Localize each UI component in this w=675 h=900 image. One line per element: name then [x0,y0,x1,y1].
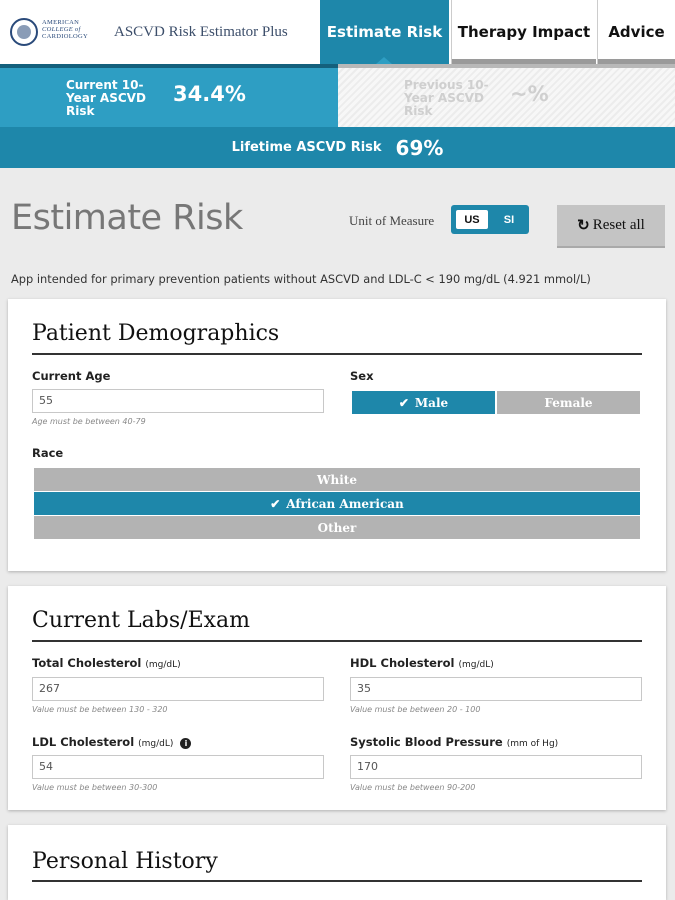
age-input[interactable]: 55 [32,389,324,413]
current-risk-label: Current 10-Year ASCVD Risk [66,78,146,118]
total-cholesterol-hint: Value must be between 130 - 320 [32,705,168,714]
personal-history-card [8,825,666,900]
app-title: ASCVD Risk Estimator Plus [114,24,288,40]
checkmark-icon: ✔ [398,395,409,410]
race-option-other[interactable] [34,516,640,539]
hdl-cholesterol-hint: Value must be between 20 - 100 [350,705,481,714]
section-divider [32,353,642,355]
org-name [42,19,104,40]
lifetime-risk-bar [0,127,675,168]
systolic-bp-input[interactable]: 170 [350,755,642,779]
hdl-cholesterol-label [350,656,494,670]
unit-of-measure-label: Unit of Measure [349,213,435,228]
sex-option-male[interactable] [352,391,495,414]
field-label-text: Systolic Blood Pressure [350,735,503,749]
reset-all-label: Reset all [592,217,645,233]
section-divider [32,880,642,882]
sex-option-label: Male [414,395,449,410]
age-label: Current Age [32,369,111,383]
race-option-white[interactable] [34,468,640,491]
field-unit: (mg/dL) [145,660,181,670]
ldl-cholesterol-input[interactable]: 54 [32,755,324,779]
checkmark-icon: ✔ [270,496,281,511]
unit-toggle[interactable] [451,205,529,234]
unit-us-option[interactable]: US [456,210,488,229]
race-option-label: White [317,472,357,487]
current-risk-panel [0,64,338,127]
section-title: Current Labs/Exam [32,608,251,633]
info-icon[interactable]: i [180,738,191,749]
reset-all-button[interactable] [557,205,665,248]
patient-demographics-card [8,299,666,571]
field-label-text: HDL Cholesterol [350,656,455,670]
field-label-text: Total Cholesterol [32,656,142,670]
field-unit: (mm of Hg) [506,739,559,749]
sex-option-female[interactable] [497,391,640,414]
hdl-cholesterol-input[interactable]: 35 [350,677,642,701]
section-divider [32,640,642,642]
unit-si-option[interactable]: SI [503,213,515,226]
race-option-label: Other [317,520,357,535]
ldl-cholesterol-hint: Value must be between 30-300 [32,783,158,792]
ldl-cholesterol-label [32,735,191,749]
page-title: Estimate Risk [11,198,243,238]
tab-advice[interactable]: Advice [597,0,675,64]
risk-summary-band [0,64,675,127]
field-label-text: LDL Cholesterol [32,735,135,749]
org-line: CARDIOLOGY [42,33,88,40]
age-hint: Age must be between 40-79 [32,417,146,426]
disclaimer-text: App intended for primary prevention patients without ASCVD and LDL-C < 190 mg/dL (4.921 mmol/L) [11,272,591,286]
sex-label: Sex [350,369,374,383]
current-labs-card [8,586,666,810]
race-label: Race [32,446,64,460]
lifetime-risk-label: Lifetime ASCVD Risk [231,140,382,155]
race-option-label: African American [286,496,404,511]
tab-therapy-impact[interactable]: Therapy Impact [451,0,596,64]
race-option-african-american[interactable] [34,492,640,515]
refresh-icon: ↻ [577,218,590,234]
acc-logo-icon [10,18,38,46]
sex-option-label: Female [544,395,593,410]
section-title: Patient Demographics [32,321,280,346]
current-risk-value: 34.4% [173,82,246,106]
section-title: Personal History [32,849,218,874]
previous-risk-label: Previous 10-Year ASCVD Risk [404,78,489,118]
tab-estimate-risk[interactable]: Estimate Risk [320,0,449,64]
previous-risk-value: ~% [510,82,549,106]
lifetime-risk-value: 69% [395,135,444,160]
total-cholesterol-label [32,656,181,670]
systolic-bp-hint: Value must be between 90-200 [350,783,476,792]
field-unit: (mg/dL) [138,739,174,749]
previous-risk-panel [338,64,675,127]
field-unit: (mg/dL) [458,660,494,670]
systolic-bp-label [350,735,558,749]
org-line: COLLEGE of [42,26,81,33]
org-line: AMERICAN [42,19,80,26]
total-cholesterol-input[interactable]: 267 [32,677,324,701]
